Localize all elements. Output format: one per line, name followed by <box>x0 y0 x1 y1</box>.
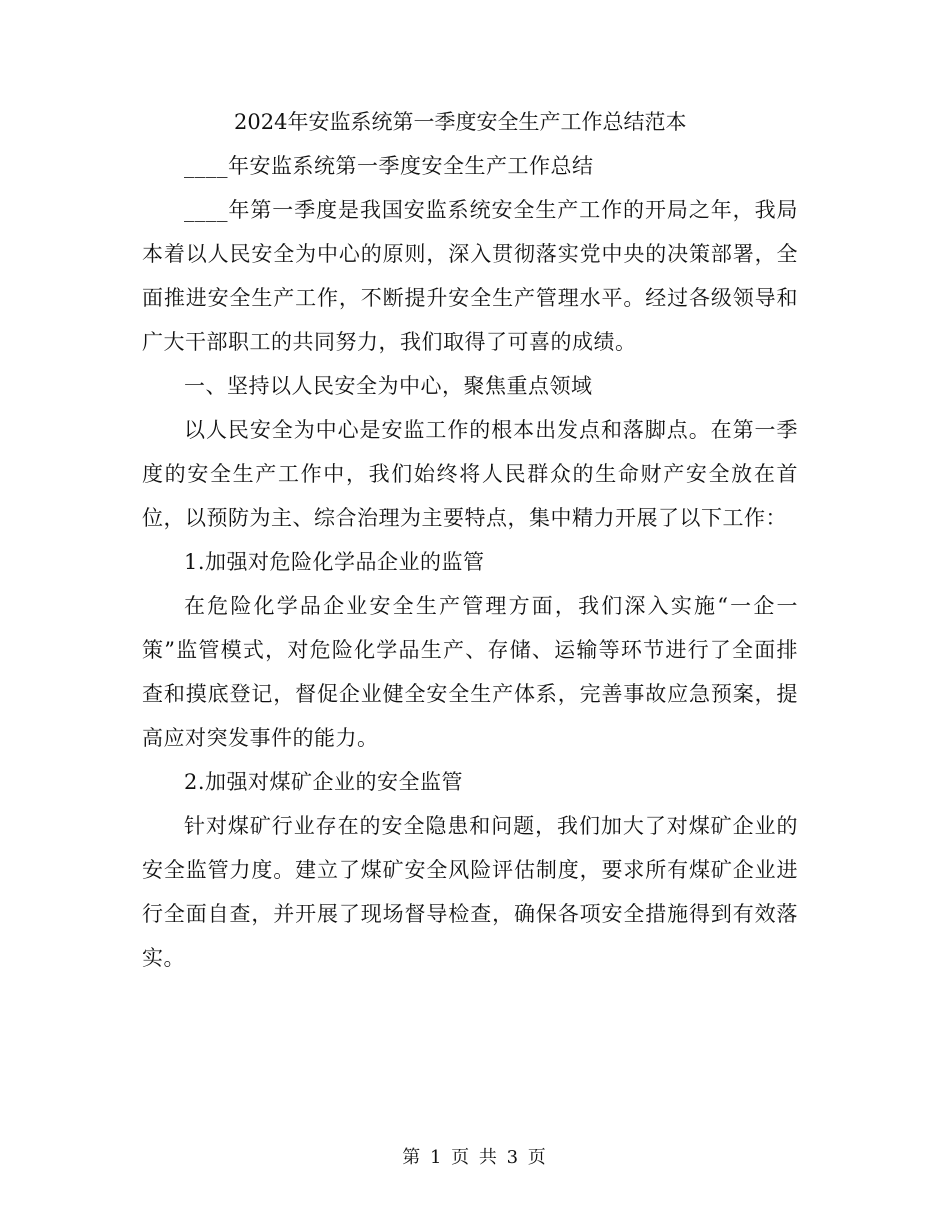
subsection-heading-1: 1.加强对危险化学品企业的监管 <box>184 550 485 574</box>
document-title: 2024年安监系统第一季度安全生产工作总结范本 <box>234 110 687 134</box>
subsection-1-paragraph: 在危险化学品企业安全生产管理方面，我们深入实施“一企一策”监管模式，对危险化学品生产、存储、运输等环节进行了全面排查和摸底登记，督促企业健全安全生产体系，完善事故应急预案，提高应对突发事件的能力。 <box>142 594 798 750</box>
subsection-2-paragraph: 针对煤矿行业存在的安全隐患和问题，我们加大了对煤矿企业的安全监管力度。建立了煤矿安全风险评估制度，要求所有煤矿企业进行全面自查，并开展了现场督导检查，确保各项安全措施得到有效落实。 <box>142 814 798 970</box>
section-1-paragraph: 以人民安全为中心是安监工作的根本出发点和落脚点。在第一季度的安全生产工作中，我们始终将人民群众的生命财产安全放在首位，以预防为主、综合治理为主要特点，集中精力开展了以下工作： <box>142 418 798 530</box>
subsection-heading-2: 2.加强对煤矿企业的安全监管 <box>184 770 464 794</box>
document-body <box>142 100 798 980</box>
page-number-footer: 第 1 页 共 3 页 <box>402 1147 548 1168</box>
subtitle-paragraph: ____年安监系统第一季度安全生产工作总结 <box>184 154 594 178</box>
intro-paragraph: ____年第一季度是我国安监系统安全生产工作的开局之年，我局本着以人民安全为中心的原则，深入贯彻落实党中央的决策部署，全面推进安全生产工作，不断提升安全生产管理水平。经过各级领导和广大干部职工的共同努力，我们取得了可喜的成绩。 <box>142 198 798 354</box>
section-heading-1: 一、坚持以人民安全为中心，聚焦重点领域 <box>184 374 593 398</box>
